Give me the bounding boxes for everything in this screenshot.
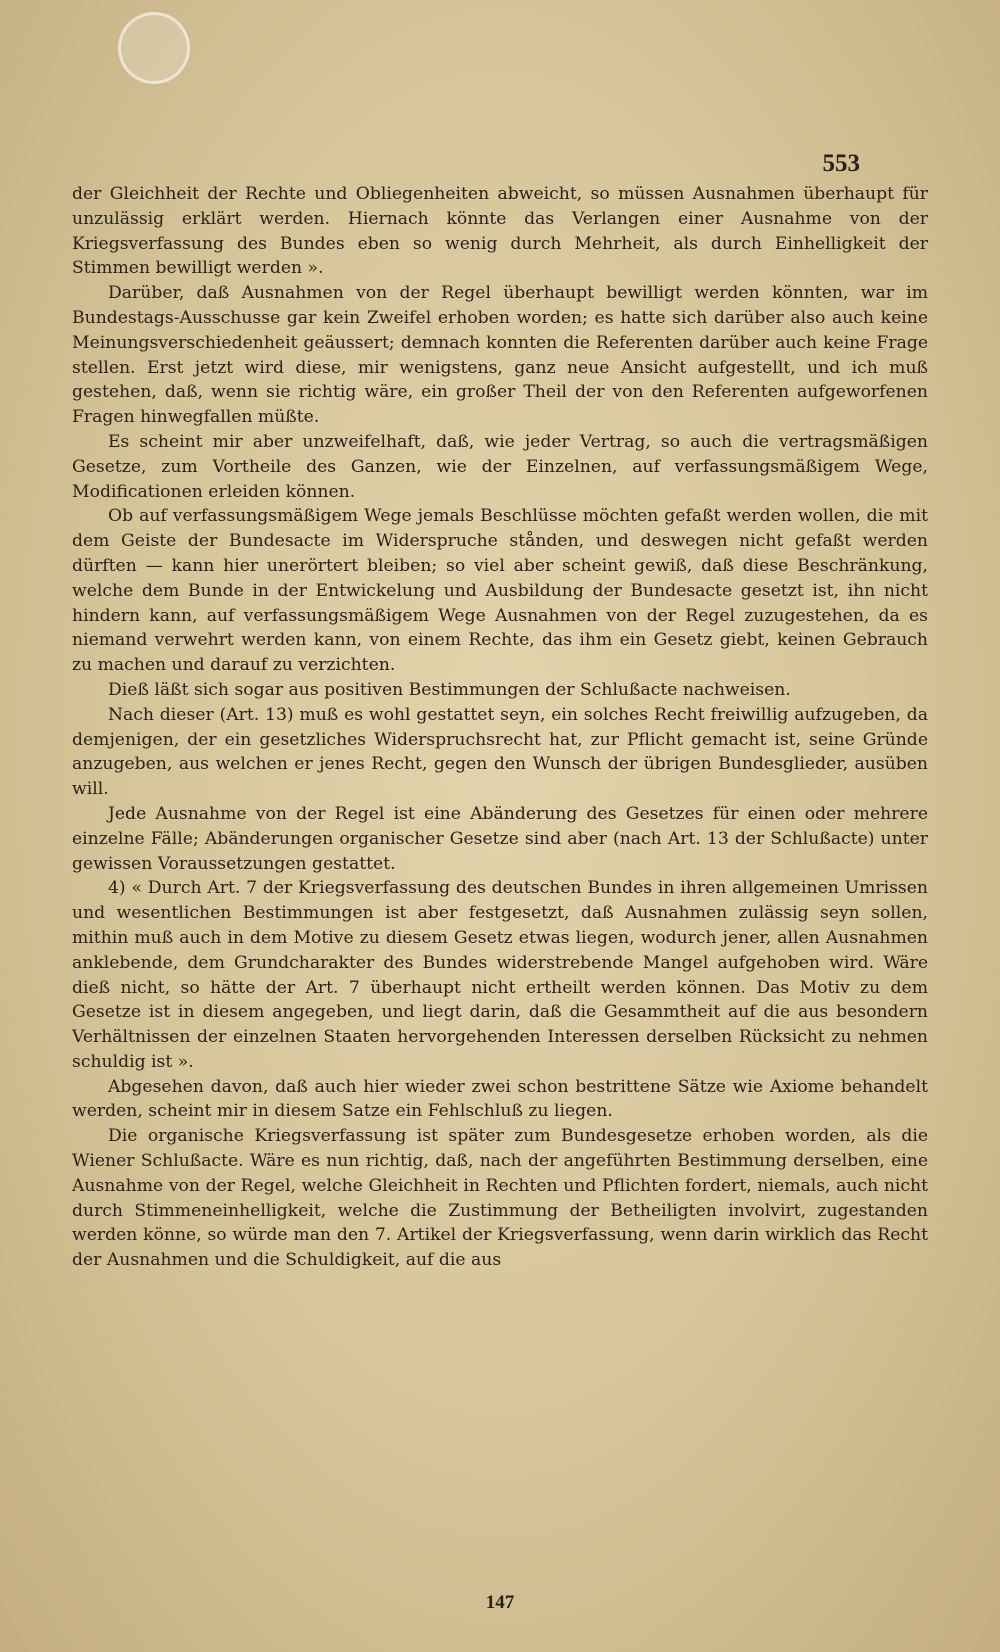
library-stamp-icon bbox=[118, 12, 190, 84]
body-text bbox=[72, 182, 928, 1273]
paragraph: Dieß läßt sich sogar aus positiven Bestimmungen der Schlußacte nachweisen. bbox=[108, 679, 791, 700]
paragraph: Ob auf verfassungsmäßigem Wege jemals Beschlüsse möchten gefaßt werden wollen, die mit dem Geiste der Bundesacte im Widerspruche stånden, und deswegen nicht gefaßt werden dürften — kann hier unerörtert bleiben; so viel aber scheint gewiß, daß diese Beschränkung, welche dem Bunde in der Entwickelung und Ausbildung der Bundesacte gesetzt ist, ihn nicht hindern kann, auf verfassungsmäßigem Wege Ausnahmen von der Regel zuzugestehen, da es niemand verwehrt werden kann, von einem Rechte, das ihm ein Gesetz giebt, keinen Gebrauch zu machen und darauf zu verzichten. bbox=[72, 506, 928, 676]
paragraph: Die organische Kriegsverfassung ist später zum Bundesgesetze erhoben worden, als die Wiener Schlußacte. Wäre es nun richtig, daß, nach der angeführten Bestimmung derselben, eine Ausnahme von der Regel, welche Gleichheit in Rechten und Pflichten fordert, niemals, auch nicht durch Stimmeneinhelligkeit, welche die Zustimmung der Betheiligten involvirt, zugestanden werden könne, so würde man den 7. Artikel der Kriegsverfassung, wenn darin wirklich das Recht der Ausnahmen und die Schuldigkeit, auf die aus bbox=[72, 1126, 928, 1271]
paragraph: Nach dieser (Art. 13) muß es wohl gestattet seyn, ein solches Recht freiwillig aufzugeben, da demjenigen, der ein gesetzliches Widerspruchsrecht hat, zur Pflicht gemacht ist, seine Gründe anzugeben, aus welchen er jenes Recht, gegen den Wunsch der übrigen Bundesglieder, ausüben will. bbox=[72, 704, 928, 800]
paragraph-continued: der Gleichheit der Rechte und Obliegenheiten abweicht, so müssen Ausnahmen überhaupt für unzulässig erklärt werden. Hiernach könnte das Verlangen einer Ausnahme von der Kriegsverfassung des Bundes eben so wenig durch Mehrheit, als durch Einhelligkeit der Stimmen bewilligt werden ». bbox=[72, 184, 928, 279]
paragraph: Jede Ausnahme von der Regel ist eine Abänderung des Gesetzes für einen oder mehrere einzelne Fälle; Abänderungen organischer Gesetze sind aber (nach Art. 13 der Schlußacte) unter gewissen Voraussetzungen gestattet. bbox=[72, 803, 928, 874]
paragraph: Darüber, daß Ausnahmen von der Regel überhaupt bewilligt werden könnten, war im Bundestags-Ausschusse gar kein Zweifel erhoben worden; es hatte sich darüber also auch keine Meinungsverschiedenheit geäussert; demnach konnten die Referenten darüber auch keine Frage stellen. Erst jetzt wird diese, mir wenigstens, ganz neue Ansicht aufgestellt, und ich muß gestehen, daß, wenn sie richtig wäre, ein großer Theil der von den Referenten aufgeworfenen Fragen hinwegfallen müßte. bbox=[72, 283, 928, 428]
paragraph: Abgesehen davon, daß auch hier wieder zwei schon bestrittene Sätze wie Axiome behandelt werden, scheint mir in diesem Satze ein Fehlschluß zu liegen. bbox=[72, 1076, 928, 1122]
paragraph: 4) « Durch Art. 7 der Kriegsverfassung des deutschen Bundes in ihren allgemeinen Umrissen und wesentlichen Bestimmungen ist aber festgesetzt, daß Ausnahmen zulässig seyn sollen, mithin muß auch in dem Motive zu diesem Gesetz etwas liegen, wodurch jener, allen Ausnahmen anklebende, dem Grundcharakter des Bundes widerstrebende Mangel aufgehoben wird. Wäre dieß nicht, so hätte der Art. 7 überhaupt nicht ertheilt werden können. Das Motiv zu dem Gesetze ist in diesem angegeben, und liegt darin, daß die Gesammtheit auf die aus besondern Verhältnissen der einzelnen Staaten hervorgehenden Interessen derselben Rücksicht zu nehmen schuldig ist ». bbox=[72, 878, 928, 1072]
page-number: 553 bbox=[822, 150, 860, 177]
paragraph: Es scheint mir aber unzweifelhaft, daß, wie jeder Vertrag, so auch die vertragsmäßigen Gesetze, zum Vortheile des Ganzen, wie der Einzelnen, auf verfassungsmäßigem Wege, Modificationen erleiden können. bbox=[72, 431, 928, 502]
signature-mark: 147 bbox=[485, 1592, 515, 1613]
